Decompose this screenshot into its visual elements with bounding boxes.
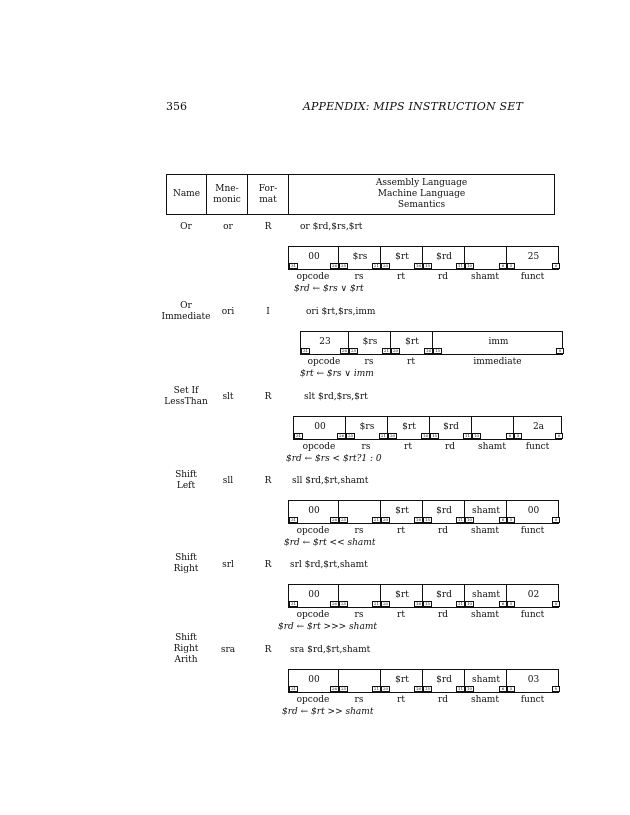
bit-label: 0 bbox=[552, 263, 560, 269]
row-assembly: slt $rd,$rs,$rt bbox=[304, 392, 368, 402]
bit-label: 16 bbox=[422, 433, 428, 438]
field-caption: rt bbox=[397, 272, 405, 282]
field-value: $rt bbox=[395, 252, 409, 262]
field-caption: funct bbox=[520, 695, 545, 705]
field-value: 00 bbox=[308, 590, 320, 600]
bit-label: 6 bbox=[499, 517, 507, 523]
row-format: R bbox=[264, 476, 272, 486]
field-divider bbox=[345, 417, 346, 439]
bit-label: 26 bbox=[338, 433, 344, 438]
bit-label: 6 bbox=[499, 686, 507, 692]
bit-label: 21 bbox=[383, 348, 389, 353]
encoding-field bbox=[294, 417, 346, 439]
encoding-box bbox=[288, 584, 559, 608]
bit-label: 21 bbox=[373, 686, 379, 691]
field-value: $rt bbox=[402, 422, 416, 432]
encoding-field bbox=[465, 670, 507, 692]
field-caption: opcode bbox=[296, 526, 330, 536]
bit-label: 6 bbox=[506, 433, 514, 439]
field-value: imm bbox=[488, 337, 509, 347]
row-semantics: $rd ← $rt >> shamt bbox=[282, 707, 374, 717]
field-value: $rt bbox=[395, 506, 409, 516]
row-assembly: ori $rt,$rs,imm bbox=[306, 307, 376, 317]
encoding-box bbox=[288, 246, 559, 270]
encoding-field bbox=[381, 501, 423, 523]
bit-label: 16 bbox=[425, 348, 431, 353]
bit-label: 20 bbox=[393, 348, 399, 353]
bit-label: 31 bbox=[291, 263, 297, 268]
bit-label: 31 bbox=[291, 517, 297, 522]
row-semantics: $rd ← $rt >>> shamt bbox=[278, 622, 377, 632]
bit-label: 10 bbox=[474, 433, 480, 438]
bit-label: 5 bbox=[514, 433, 522, 439]
running-head: APPENDIX: MIPS INSTRUCTION SET bbox=[302, 100, 523, 113]
bit-label: 31 bbox=[291, 601, 297, 606]
row-name: Or Immediate bbox=[161, 301, 211, 322]
field-caption: funct bbox=[525, 442, 550, 452]
encoding-field bbox=[301, 332, 349, 354]
encoding-field bbox=[339, 585, 381, 607]
bit-label: 11 bbox=[457, 263, 463, 268]
bit-label: 10 bbox=[467, 263, 473, 268]
bit-label: 20 bbox=[383, 686, 389, 691]
encoding-field bbox=[507, 670, 560, 692]
field-value: $rd bbox=[436, 506, 452, 516]
field-divider bbox=[422, 670, 423, 692]
field-divider bbox=[464, 247, 465, 269]
field-caption: shamt bbox=[478, 442, 506, 452]
bit-label: 25 bbox=[341, 263, 347, 268]
encoding-field bbox=[423, 247, 465, 269]
encoding-field bbox=[388, 417, 430, 439]
field-divider bbox=[348, 332, 349, 354]
field-divider bbox=[380, 670, 381, 692]
row-name: Shift Right Arith bbox=[173, 633, 199, 665]
field-divider bbox=[422, 247, 423, 269]
row-name: Shift Left bbox=[175, 470, 197, 491]
field-caption: rt bbox=[397, 610, 405, 620]
field-caption: rd bbox=[437, 272, 449, 282]
field-divider bbox=[506, 670, 507, 692]
field-caption: rt bbox=[407, 357, 415, 367]
field-divider bbox=[380, 501, 381, 523]
bit-label: 20 bbox=[383, 601, 389, 606]
bit-label: 15 bbox=[432, 433, 438, 438]
bit-label: 15 bbox=[425, 686, 431, 691]
field-divider bbox=[338, 585, 339, 607]
bit-label: 26 bbox=[331, 686, 337, 691]
field-divider bbox=[338, 670, 339, 692]
field-divider bbox=[429, 417, 430, 439]
field-caption: opcode bbox=[307, 357, 341, 367]
field-divider bbox=[506, 501, 507, 523]
field-value: $rs bbox=[362, 337, 378, 347]
field-value: 00 bbox=[308, 506, 320, 516]
field-caption: funct bbox=[520, 526, 545, 536]
encoding-field bbox=[339, 247, 381, 269]
field-value: 00 bbox=[314, 422, 326, 432]
row-mnemonic: ori bbox=[221, 307, 235, 317]
field-value: $rd bbox=[436, 675, 452, 685]
bit-label: 0 bbox=[555, 433, 563, 439]
field-divider bbox=[390, 332, 391, 354]
encoding-box bbox=[288, 500, 559, 524]
field-caption: rs bbox=[354, 526, 364, 536]
bit-label: 0 bbox=[552, 601, 560, 607]
header-format: For- mat bbox=[258, 183, 278, 205]
field-value: 00 bbox=[527, 506, 540, 516]
row-name: Shift Right bbox=[173, 553, 199, 574]
field-caption: opcode bbox=[296, 272, 330, 282]
encoding-box bbox=[300, 331, 563, 355]
bit-label: 5 bbox=[507, 517, 515, 523]
encoding-field bbox=[339, 501, 381, 523]
encoding-field bbox=[465, 585, 507, 607]
bit-label: 15 bbox=[425, 517, 431, 522]
encoding-field bbox=[423, 670, 465, 692]
field-value: 02 bbox=[527, 590, 540, 600]
field-value: 23 bbox=[319, 337, 331, 347]
field-value: 25 bbox=[527, 252, 540, 262]
bit-label: 20 bbox=[383, 517, 389, 522]
bit-label: 26 bbox=[341, 348, 347, 353]
field-caption: shamt bbox=[471, 272, 499, 282]
field-divider bbox=[506, 585, 507, 607]
field-value: 00 bbox=[308, 675, 320, 685]
field-caption: funct bbox=[520, 272, 545, 282]
row-semantics: $rd ← $rt << shamt bbox=[284, 538, 376, 548]
field-caption: immediate bbox=[473, 357, 522, 367]
field-divider bbox=[464, 670, 465, 692]
bit-label: 25 bbox=[341, 686, 347, 691]
row-format: I bbox=[266, 307, 270, 317]
bit-label: 0 bbox=[552, 517, 560, 523]
field-value: $rd bbox=[443, 422, 459, 432]
field-caption: rs bbox=[354, 695, 364, 705]
field-value: shamt bbox=[472, 590, 500, 600]
field-divider bbox=[464, 585, 465, 607]
field-divider bbox=[464, 501, 465, 523]
bit-label: 10 bbox=[467, 601, 473, 606]
row-semantics: $rt ← $rs ∨ imm bbox=[300, 369, 374, 379]
encoding-field bbox=[381, 585, 423, 607]
row-mnemonic: slt bbox=[222, 392, 234, 402]
row-assembly: srl $rd,$rt,shamt bbox=[290, 560, 368, 570]
row-mnemonic: srl bbox=[222, 560, 234, 570]
row-mnemonic: sra bbox=[220, 645, 236, 655]
bit-label: 31 bbox=[296, 433, 302, 438]
field-divider bbox=[338, 501, 339, 523]
encoding-field bbox=[507, 501, 560, 523]
bit-label: 21 bbox=[373, 517, 379, 522]
field-caption: rd bbox=[437, 610, 449, 620]
page-number: 356 bbox=[166, 100, 187, 113]
bit-label: 11 bbox=[464, 433, 470, 438]
bit-label: 20 bbox=[390, 433, 396, 438]
field-value: $rt bbox=[395, 675, 409, 685]
field-caption: rd bbox=[444, 442, 456, 452]
encoding-field bbox=[289, 501, 339, 523]
field-caption: rs bbox=[354, 272, 364, 282]
row-semantics: $rd ← $rs ∨ $rt bbox=[294, 284, 364, 294]
header-assembly: Assembly Language Machine Language Semantics bbox=[375, 178, 468, 210]
bit-label: 6 bbox=[499, 601, 507, 607]
row-format: R bbox=[264, 222, 272, 232]
field-value: shamt bbox=[472, 506, 500, 516]
encoding-field bbox=[514, 417, 563, 439]
encoding-field bbox=[507, 247, 560, 269]
encoding-field bbox=[465, 247, 507, 269]
bit-label: 11 bbox=[457, 601, 463, 606]
bit-label: 11 bbox=[457, 517, 463, 522]
field-divider bbox=[422, 585, 423, 607]
field-caption: rd bbox=[437, 695, 449, 705]
field-value: $rt bbox=[405, 337, 419, 347]
field-value: $rs bbox=[359, 422, 375, 432]
bit-label: 0 bbox=[552, 686, 560, 692]
bit-label: 10 bbox=[467, 517, 473, 522]
row-assembly: sra $rd,$rt,shamt bbox=[290, 645, 371, 655]
bit-label: 16 bbox=[415, 517, 421, 522]
field-value: $rs bbox=[352, 252, 368, 262]
row-assembly: or $rd,$rs,$rt bbox=[300, 222, 363, 232]
encoding-field bbox=[507, 585, 560, 607]
encoding-field bbox=[289, 247, 339, 269]
field-caption: opcode bbox=[296, 610, 330, 620]
field-divider bbox=[380, 247, 381, 269]
bit-label: 21 bbox=[373, 601, 379, 606]
field-caption: shamt bbox=[471, 695, 499, 705]
encoding-field bbox=[430, 417, 472, 439]
encoding-field bbox=[349, 332, 391, 354]
bit-label: 26 bbox=[331, 517, 337, 522]
field-caption: opcode bbox=[302, 442, 336, 452]
field-divider bbox=[513, 417, 514, 439]
encoding-field bbox=[289, 585, 339, 607]
field-value: $rd bbox=[436, 590, 452, 600]
field-caption: rt bbox=[397, 526, 405, 536]
bit-label: 25 bbox=[341, 601, 347, 606]
encoding-field bbox=[433, 332, 564, 354]
field-divider bbox=[471, 417, 472, 439]
row-format: R bbox=[264, 645, 272, 655]
encoding-field bbox=[423, 501, 465, 523]
bit-label: 5 bbox=[507, 686, 515, 692]
encoding-field bbox=[391, 332, 433, 354]
encoding-field bbox=[381, 247, 423, 269]
bit-label: 16 bbox=[415, 263, 421, 268]
field-caption: shamt bbox=[471, 610, 499, 620]
field-caption: rs bbox=[361, 442, 371, 452]
header-name: Name bbox=[172, 189, 201, 199]
field-value: 03 bbox=[527, 675, 540, 685]
encoding-field bbox=[289, 670, 339, 692]
field-caption: rs bbox=[354, 610, 364, 620]
bit-label: 16 bbox=[415, 601, 421, 606]
field-divider bbox=[506, 247, 507, 269]
bit-label: 25 bbox=[351, 348, 357, 353]
field-caption: rd bbox=[437, 526, 449, 536]
row-assembly: sll $rd,$rt,shamt bbox=[292, 476, 369, 486]
bit-label: 0 bbox=[556, 348, 564, 354]
bit-label: 31 bbox=[291, 686, 297, 691]
bit-label: 20 bbox=[383, 263, 389, 268]
field-caption: funct bbox=[520, 610, 545, 620]
bit-label: 10 bbox=[467, 686, 473, 691]
encoding-box bbox=[293, 416, 562, 440]
bit-label: 15 bbox=[425, 263, 431, 268]
header-mnemonic: Mne- monic bbox=[213, 183, 241, 205]
table-header bbox=[166, 174, 555, 215]
bit-label: 26 bbox=[331, 601, 337, 606]
field-caption: opcode bbox=[296, 695, 330, 705]
field-divider bbox=[422, 501, 423, 523]
field-value: $rt bbox=[395, 590, 409, 600]
row-name: Or bbox=[180, 222, 192, 232]
bit-label: 11 bbox=[457, 686, 463, 691]
bit-label: 25 bbox=[341, 517, 347, 522]
row-format: R bbox=[264, 392, 272, 402]
encoding-field bbox=[339, 670, 381, 692]
field-value: $rd bbox=[436, 252, 452, 262]
row-mnemonic: or bbox=[223, 222, 233, 232]
encoding-field bbox=[346, 417, 388, 439]
field-divider bbox=[387, 417, 388, 439]
bit-label: 21 bbox=[373, 263, 379, 268]
bit-label: 21 bbox=[380, 433, 386, 438]
bit-label: 31 bbox=[303, 348, 309, 353]
field-divider bbox=[338, 247, 339, 269]
field-value: 2a bbox=[532, 422, 545, 432]
field-value: 00 bbox=[308, 252, 320, 262]
bit-label: 25 bbox=[348, 433, 354, 438]
field-divider bbox=[432, 332, 433, 354]
row-semantics: $rd ← $rs < $rt?1 : 0 bbox=[286, 454, 382, 464]
encoding-box bbox=[288, 669, 559, 693]
encoding-field bbox=[465, 501, 507, 523]
encoding-field bbox=[423, 585, 465, 607]
row-format: R bbox=[264, 560, 272, 570]
row-mnemonic: sll bbox=[222, 476, 234, 486]
field-value: shamt bbox=[472, 675, 500, 685]
field-divider bbox=[380, 585, 381, 607]
row-name: Set If LessThan bbox=[164, 386, 208, 407]
field-caption: shamt bbox=[471, 526, 499, 536]
field-caption: rt bbox=[397, 695, 405, 705]
bit-label: 15 bbox=[435, 348, 441, 353]
bit-label: 16 bbox=[415, 686, 421, 691]
field-caption: rt bbox=[404, 442, 412, 452]
bit-label: 5 bbox=[507, 601, 515, 607]
encoding-field bbox=[472, 417, 514, 439]
field-caption: rs bbox=[364, 357, 374, 367]
bit-label: 6 bbox=[499, 263, 507, 269]
bit-label: 26 bbox=[331, 263, 337, 268]
encoding-field bbox=[381, 670, 423, 692]
bit-label: 5 bbox=[507, 263, 515, 269]
bit-label: 15 bbox=[425, 601, 431, 606]
